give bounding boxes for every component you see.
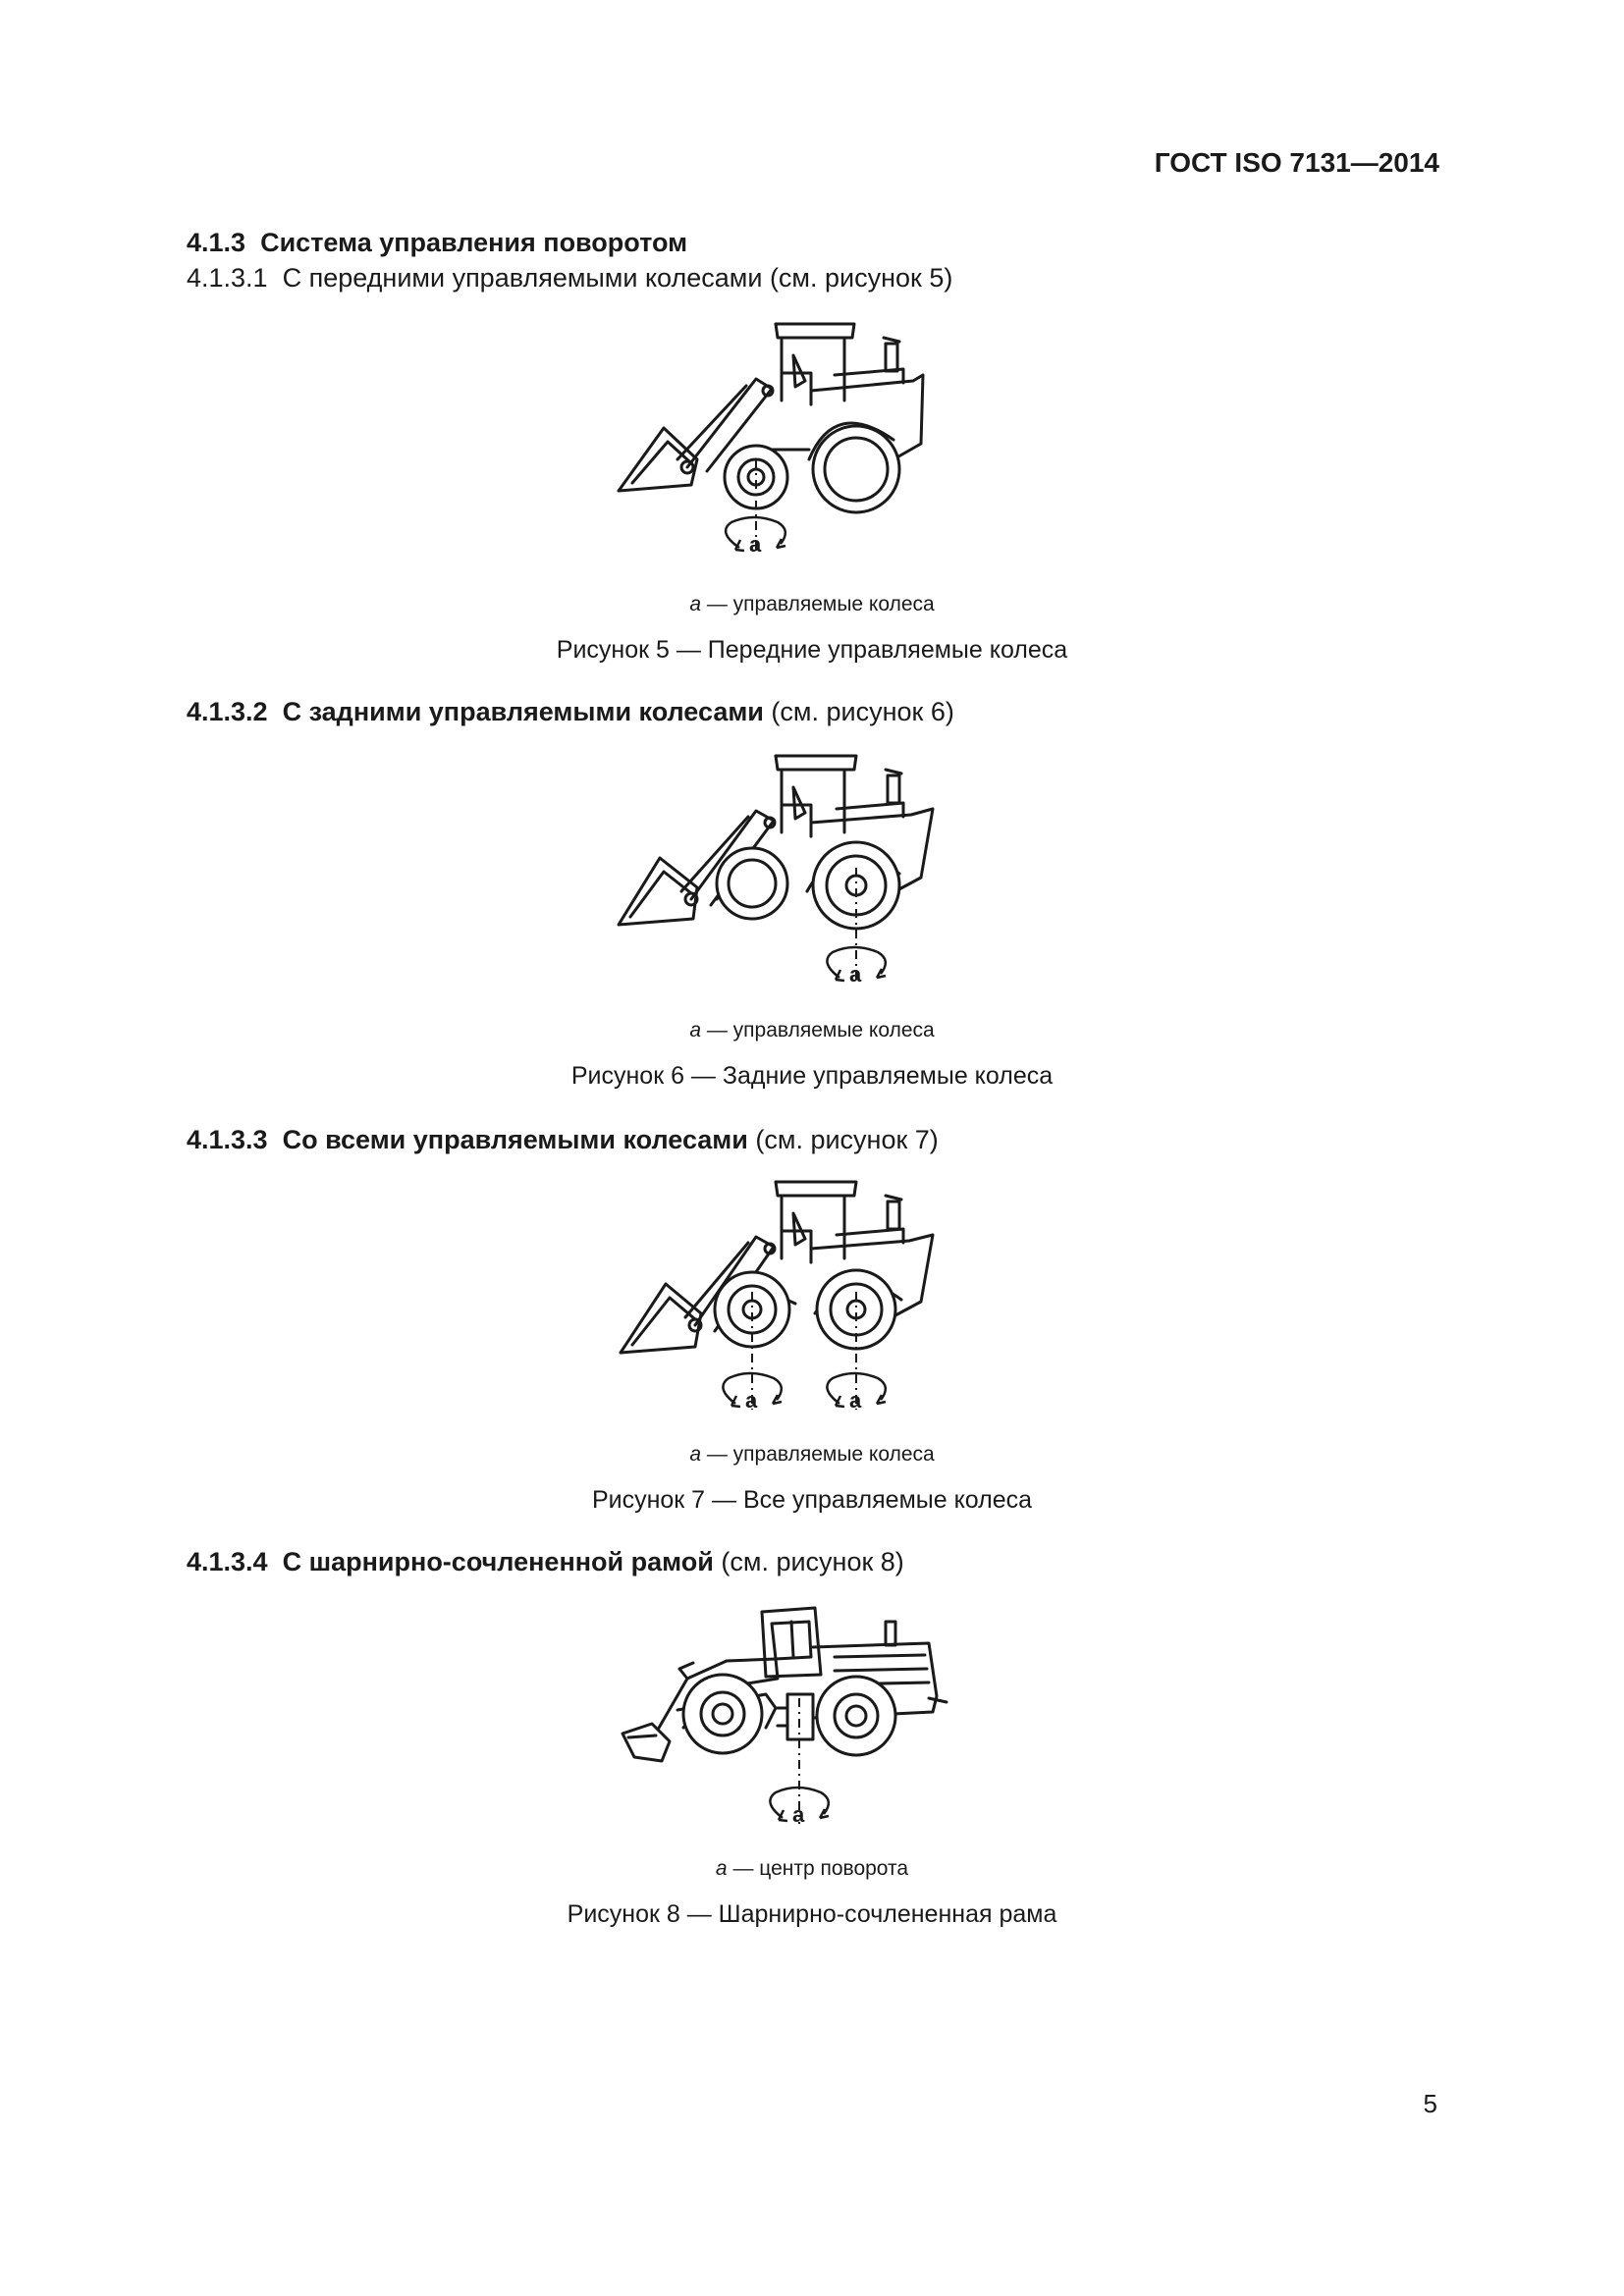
section-title: С задними управляемыми колесами bbox=[282, 697, 764, 726]
section-4-1-3-heading bbox=[187, 228, 687, 258]
steered-wheel-marker: a bbox=[749, 532, 762, 557]
figure-reference: (см. рисунок 5) bbox=[769, 263, 953, 293]
section-number: 4.1.3.3 bbox=[187, 1125, 268, 1154]
figure-reference: (см. рисунок 8) bbox=[721, 1547, 904, 1576]
figure-7-caption: Рисунок 7 — Все управляемые колеса bbox=[591, 1486, 1033, 1514]
section-title: Система управления поворотом bbox=[260, 228, 688, 257]
section-number: 4.1.3.2 bbox=[187, 697, 268, 726]
figure-6-rear-steer-loader bbox=[609, 752, 962, 997]
section-number: 4.1.3 bbox=[187, 228, 246, 257]
steered-wheel-marker: a bbox=[849, 962, 862, 987]
figure-reference: (см. рисунок 7) bbox=[755, 1125, 939, 1154]
section-number: 4.1.3.4 bbox=[187, 1547, 268, 1576]
section-title: С передними управляемыми колесами bbox=[282, 263, 763, 293]
legend-text: — управляемые колеса bbox=[706, 593, 935, 615]
legend-key: a bbox=[689, 1019, 701, 1041]
steered-wheel-marker-front: a bbox=[745, 1388, 758, 1413]
legend-key: a bbox=[689, 1443, 701, 1466]
figure-6-legend bbox=[0, 1019, 1624, 1042]
figure-6-caption: Рисунок 6 — Задние управляемые колеса bbox=[570, 1062, 1054, 1090]
section-title: С шарнирно-сочлененной рамой bbox=[282, 1547, 714, 1576]
figure-5-caption: Рисунок 5 — Передние управляемые колеса bbox=[556, 636, 1068, 664]
figure-7-all-wheel-steer-loader bbox=[609, 1178, 962, 1423]
figure-5-front-steer-loader bbox=[609, 312, 962, 567]
legend-text: — управляемые колеса bbox=[706, 1019, 935, 1041]
section-number: 4.1.3.1 bbox=[187, 263, 268, 293]
legend-key: a bbox=[715, 1857, 728, 1880]
legend-text: — центр поворота bbox=[732, 1857, 909, 1880]
figure-5-legend bbox=[0, 593, 1624, 616]
figure-8-articulated-loader bbox=[609, 1600, 962, 1836]
section-4-1-3-2 bbox=[187, 697, 954, 727]
figure-8-legend bbox=[0, 1857, 1624, 1881]
section-4-1-3-4 bbox=[187, 1547, 904, 1577]
figure-8-caption: Рисунок 8 — Шарнирно-сочлененная рама bbox=[567, 1900, 1057, 1928]
section-title: Со всеми управляемыми колесами bbox=[282, 1125, 748, 1154]
document-header: ГОСТ ISO 7131—2014 bbox=[1154, 147, 1439, 178]
figure-reference: (см. рисунок 6) bbox=[771, 697, 954, 726]
figure-7-legend bbox=[0, 1443, 1624, 1467]
steered-wheel-marker-rear: a bbox=[849, 1388, 862, 1413]
section-4-1-3-1 bbox=[187, 263, 952, 294]
legend-text: — управляемые колеса bbox=[706, 1443, 935, 1466]
page-number: 5 bbox=[1423, 2089, 1437, 2118]
turning-center-marker: a bbox=[792, 1802, 805, 1827]
section-4-1-3-3 bbox=[187, 1125, 939, 1155]
legend-key: a bbox=[689, 593, 701, 615]
